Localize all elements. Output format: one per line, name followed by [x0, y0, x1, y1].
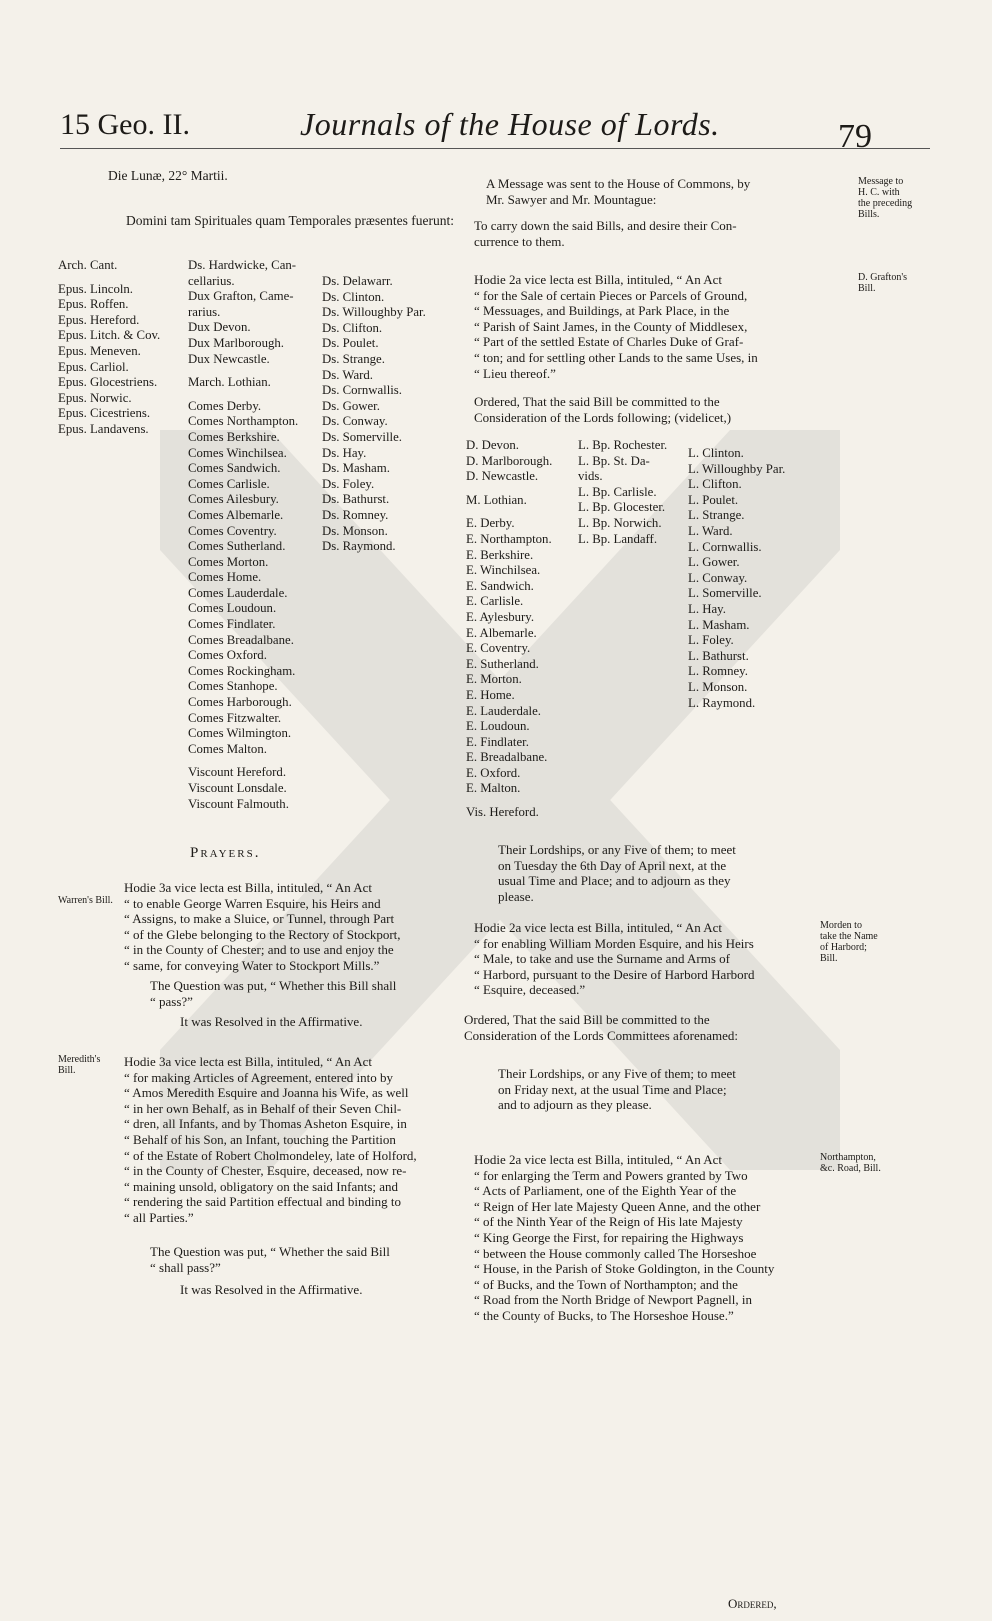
text-line: “ the County of Bucks, to The Horseshoe House.” — [474, 1307, 734, 1323]
attendee-entry: Ds. Delawarr. — [322, 274, 393, 288]
attendee-entry: Ds. Ward. — [322, 367, 373, 382]
text-line: “ Assigns, to make a Sluice, or Tunnel, through Part — [124, 911, 395, 927]
attendee-entry: Comes Oxford. — [188, 648, 267, 663]
attendee-entry: Epus. Litch. & Cov. — [58, 328, 161, 343]
committee-member: L. Bp. Landaff. — [578, 531, 658, 546]
committee-member: L. Bp. St. Da- — [578, 453, 650, 468]
committee-col-earls — [466, 438, 552, 821]
attendee-entry: Comes Wilmington. — [188, 726, 292, 741]
text-line: on Tuesday the 6th Day of April next, at the — [498, 857, 727, 873]
committee-member: L. Monson. — [688, 679, 748, 694]
committee-member: E. Lauderdale. — [466, 703, 541, 718]
attendee-entry: rarius. — [188, 304, 221, 319]
text-line: and to adjourn as they please. — [498, 1097, 652, 1113]
committee-member: L. Clifton. — [688, 477, 742, 492]
attendee-entry: Ds. Hardwicke, Can- — [188, 258, 297, 272]
attendee-entry: Comes Northampton. — [188, 414, 299, 429]
margin-line: Bill. — [58, 1065, 76, 1076]
bishops-list — [58, 258, 160, 438]
margin-line: H. C. with — [858, 187, 900, 198]
meet-friday — [498, 1066, 736, 1113]
committee-col-bishops — [578, 438, 667, 547]
committee-member: E. Morton. — [466, 672, 522, 687]
committee-member: E. Breadalbane. — [466, 750, 548, 765]
text-line: “ in the County of Chester, Esquire, deceased, now re- — [124, 1163, 407, 1179]
committee-member: E. Carlisle. — [466, 594, 524, 609]
text-line: The Question was put, “ Whether this Bill shall — [150, 978, 397, 993]
attendee-entry: Dux Marlborough. — [188, 335, 284, 350]
attendee-entry: Viscount Falmouth. — [188, 796, 289, 811]
text-line: “ Amos Meredith Esquire and Joanna his Wife, as well — [124, 1085, 409, 1101]
text-line: “ of the Estate of Robert Cholmondeley, late of Holford, — [124, 1147, 417, 1163]
margin-line: Message to — [858, 176, 904, 187]
committee-member: E. Berkshire. — [466, 547, 534, 562]
attendee-entry: Viscount Hereford. — [188, 765, 287, 780]
peers-list — [188, 258, 298, 812]
attendee-entry: Comes Malton. — [188, 741, 267, 756]
attendee-entry: Epus. Norwic. — [58, 390, 132, 405]
text-line: “ for the Sale of certain Pieces or Parcels of Ground, — [474, 287, 748, 303]
text-line: “ in the County of Chester; and to use and enjoy the — [124, 942, 394, 958]
attendee-entry: Comes Derby. — [188, 398, 262, 413]
attendee-entry: Comes Home. — [188, 570, 262, 585]
text-line: The Question was put, “ Whether the said Bill — [150, 1244, 390, 1259]
attendee-entry: Ds. Poulet. — [322, 336, 379, 351]
committee-member: L. Bp. Norwich. — [578, 515, 662, 530]
text-line: “ ton; and for settling other Lands to the same Uses, in — [474, 349, 758, 365]
prayers-heading: Prayers. — [190, 845, 261, 861]
attendee-entry: Comes Morton. — [188, 554, 269, 569]
committee-member: L. Romney. — [688, 664, 748, 679]
committee-member: E. Aylesbury. — [466, 609, 535, 624]
attendee-entry: Arch. Cant. — [58, 258, 118, 272]
text-line: please. — [498, 888, 534, 904]
resolved-warren: It was Resolved in the Affirmative. — [180, 1014, 363, 1029]
committee-member: L. Bathurst. — [688, 648, 749, 663]
margin-line: Meredith's — [58, 1054, 101, 1065]
committee-member: E. Coventry. — [466, 641, 531, 656]
committee-member: E. Loudoun. — [466, 719, 530, 734]
text-line: “ maining unsold, obligatory on the said Infants; and — [124, 1178, 399, 1194]
text-line: “ for enabling William Morden Esquire, and his Heirs — [474, 935, 754, 951]
committee-member: D. Devon. — [466, 438, 519, 452]
attendee-entry: Ds. Willoughby Par. — [322, 305, 426, 320]
attendee-entry: Comes Berkshire. — [188, 429, 280, 444]
margin-line: Northampton, — [820, 1152, 876, 1163]
attendee-entry — [188, 391, 298, 399]
attendee-entry: Ds. Somerville. — [322, 429, 402, 444]
margin-line: Bill. — [820, 953, 838, 964]
attendee-entry: Comes Sutherland. — [188, 539, 286, 554]
question-warren — [150, 978, 396, 1009]
text-line: Hodie 3a vice lecta est Billa, intituled, “ An Act — [124, 880, 373, 895]
message-text — [486, 176, 750, 207]
attendee-entry: Viscount Lonsdale. — [188, 781, 287, 795]
present-line: Domini tam Spirituales quam Temporales præsentes fuerunt: — [126, 213, 454, 228]
text-line: “ Messuages, and Buildings, at Park Place, in the — [474, 303, 730, 319]
attendee-entry: Comes Rockingham. — [188, 663, 296, 678]
ordered-committee — [474, 394, 731, 425]
attendee-entry — [188, 757, 298, 765]
attendee-entry: Dux Devon. — [188, 320, 251, 335]
attendee-entry: Epus. Meneven. — [58, 343, 141, 358]
text-line: “ between the House commonly called The Horseshoe — [474, 1245, 757, 1261]
text-line: To carry down the said Bills, and desire their Con- — [474, 218, 737, 233]
meredith-bill-text — [124, 1054, 454, 1226]
committee-member: L. Masham. — [688, 617, 750, 632]
committee-member: L. Ward. — [688, 523, 733, 538]
text-line: Consideration of the Lords following; (videlicet,) — [474, 409, 732, 425]
committee-member — [466, 508, 552, 516]
attendee-entry: Epus. Hereford. — [58, 312, 140, 327]
text-line: Their Lordships, or any Five of them; to meet — [498, 842, 736, 857]
text-line: “ Harbord, pursuant to the Desire of Harbord Harbord — [474, 966, 755, 982]
attendee-entry: cellarius. — [188, 273, 235, 288]
committee-member: Vis. Hereford. — [466, 805, 539, 820]
warren-bill-text — [124, 880, 454, 974]
attendee-entry — [188, 367, 298, 375]
text-line: “ King George the First, for repairing the Highways — [474, 1229, 744, 1245]
attendee-entry: Comes Ailesbury. — [188, 492, 279, 507]
attendee-entry: Epus. Carliol. — [58, 359, 129, 374]
attendee-entry: Comes Harborough. — [188, 695, 292, 710]
question-meredith — [150, 1244, 390, 1275]
committee-member: L. Clinton. — [688, 446, 744, 460]
attendee-entry: Ds. Clifton. — [322, 320, 383, 335]
committee-member: E. Sandwich. — [466, 578, 534, 593]
committee-member: L. Cornwallis. — [688, 539, 762, 554]
attendee-entry: Ds. Bathurst. — [322, 492, 390, 507]
committee-col-lords — [688, 446, 785, 711]
day-heading — [108, 168, 228, 184]
text-line: “ Behalf of his Son, an Infant, touching the Partition — [124, 1131, 396, 1147]
committee-member: L. Hay. — [688, 601, 726, 616]
text-line: “ dren, all Infants, and by Thomas Asheton Esquire, in — [124, 1116, 407, 1132]
committee-member: L. Bp. Rochester. — [578, 438, 668, 452]
text-line: “ Acts of Parliament, one of the Eighth Year of the — [474, 1183, 737, 1199]
attendee-entry: Ds. Foley. — [322, 476, 375, 491]
text-line: “ of the Ninth Year of the Reign of His late Majesty — [474, 1214, 743, 1230]
committee-member: E. Oxford. — [466, 765, 521, 780]
attendee-entry: Comes Coventry. — [188, 523, 277, 538]
attendee-entry: Ds. Monson. — [322, 523, 388, 538]
attendee-entry: Epus. Landavens. — [58, 421, 149, 436]
attendee-entry: Ds. Hay. — [322, 445, 367, 460]
text-line: “ rendering the said Partition effectual and binding to — [124, 1194, 402, 1210]
attendee-entry: March. Lothian. — [188, 375, 271, 390]
text-line: Hodie 3a vice lecta est Billa, intituled, “ An Act — [124, 1054, 373, 1069]
text-line: “ shall pass?” — [150, 1259, 221, 1275]
grafton-bill-text — [474, 272, 758, 381]
committee-member: M. Lothian. — [466, 492, 527, 507]
text-line: “ for making Articles of Agreement, entered into by — [124, 1069, 393, 1085]
margin-line: D. Grafton's — [858, 272, 908, 283]
barons-list — [322, 274, 426, 555]
morden-bill-text — [474, 920, 755, 998]
attendee-entry: Epus. Roffen. — [58, 297, 129, 312]
margin-line: Morden to — [820, 920, 862, 931]
committee-member: E. Albemarle. — [466, 625, 537, 640]
committee-member: L. Poulet. — [688, 492, 739, 507]
committee-member: L. Gower. — [688, 555, 740, 570]
ordered-committee-2 — [464, 1012, 738, 1043]
resolved-meredith: It was Resolved in the Affirmative. — [180, 1282, 363, 1297]
attendee-entry: Ds. Strange. — [322, 351, 385, 366]
regnal-year: 15 Geo. II. — [60, 108, 190, 141]
journal-title: Journals of the House of Lords. — [300, 106, 720, 142]
text-line: “ of Bucks, and the Town of Northampton; and the — [474, 1276, 738, 1292]
margin-meredith — [58, 1054, 100, 1076]
text-line: “ for enlarging the Term and Powers granted by Two — [474, 1167, 748, 1183]
text-line: Hodie 2a vice lecta est Billa, intituled, “ An Act — [474, 272, 723, 287]
text-line: Mr. Sawyer and Mr. Mountague: — [486, 191, 657, 207]
attendee-entry: Comes Lauderdale. — [188, 585, 288, 600]
attendee-entry: Epus. Cicestriens. — [58, 406, 151, 421]
attendee-entry: Comes Winchilsea. — [188, 445, 287, 460]
text-line: currence to them. — [474, 233, 565, 249]
text-line: “ pass?” — [150, 993, 193, 1009]
text-line: Hodie 2a vice lecta est Billa, intituled, “ An Act — [474, 1152, 723, 1167]
text-line: Their Lordships, or any Five of them; to meet — [498, 1066, 736, 1081]
margin-morden — [820, 920, 878, 964]
text-line: Hodie 2a vice lecta est Billa, intituled, “ An Act — [474, 920, 723, 935]
attendee-entry: Epus. Glocestriens. — [58, 375, 158, 390]
margin-northampton — [820, 1152, 881, 1174]
committee-member: E. Northampton. — [466, 531, 552, 546]
text-line: Consideration of the Lords Committees aforenamed: — [464, 1027, 739, 1043]
committee-member: L. Raymond. — [688, 695, 756, 710]
margin-line: Bills. — [858, 209, 880, 220]
text-line: “ Parish of Saint James, in the County of Middlesex, — [474, 318, 748, 334]
margin-line: of Harbord; — [820, 942, 867, 953]
day-date: Die Lunæ, 22° Martii. — [108, 168, 228, 183]
committee-member: D. Newcastle. — [466, 469, 539, 484]
attendee-entry: Ds. Clinton. — [322, 289, 385, 304]
attendee-entry: Ds. Raymond. — [322, 539, 396, 554]
margin-line: take the Name — [820, 931, 878, 942]
attendee-entry: Dux Grafton, Came- — [188, 289, 294, 304]
text-line: Ordered, That the said Bill be committed to the — [464, 1012, 710, 1027]
northampton-bill-text — [474, 1152, 774, 1324]
text-line: “ Part of the settled Estate of Charles Duke of Graf- — [474, 334, 744, 350]
committee-member: E. Malton. — [466, 781, 521, 796]
text-line: “ in her own Behalf, as in Behalf of their Seven Chil- — [124, 1100, 402, 1116]
catchword: Ordered, — [728, 1596, 777, 1611]
attendee-entry: Ds. Masham. — [322, 461, 390, 476]
text-line: “ all Parties.” — [124, 1209, 194, 1225]
text-line: on Friday next, at the usual Time and Place; — [498, 1081, 727, 1097]
header-rule — [60, 148, 930, 149]
text-line: “ to enable George Warren Esquire, his Heirs and — [124, 895, 381, 911]
committee-member: E. Winchilsea. — [466, 563, 541, 578]
committee-member: L. Strange. — [688, 508, 745, 523]
committee-member: D. Marlborough. — [466, 453, 553, 468]
committee-member: E. Findlater. — [466, 734, 529, 749]
committee-member: L. Bp. Carlisle. — [578, 484, 657, 499]
text-line: “ Road from the North Bridge of Newport Pagnell, in — [474, 1292, 752, 1308]
attendee-entry: Comes Albemarle. — [188, 507, 284, 522]
text-line: “ Esquire, deceased.” — [474, 982, 586, 998]
text-line: “ same, for conveying Water to Stockport Mills.” — [124, 957, 380, 973]
margin-line: Bill. — [858, 283, 876, 294]
margin-message — [858, 176, 912, 220]
committee-member — [466, 797, 552, 805]
text-line: Ordered, That the said Bill be committed to the — [474, 394, 720, 409]
text-line: “ Lieu thereof.” — [474, 365, 556, 381]
attendee-entry: Comes Fitzwalter. — [188, 710, 282, 725]
attendee-entry: Comes Breadalbane. — [188, 632, 294, 647]
text-line: A Message was sent to the House of Commons, by — [486, 176, 751, 191]
attendee-entry: Ds. Conway. — [322, 414, 388, 429]
attendee-entry: Comes Stanhope. — [188, 679, 278, 694]
margin-warren: Warren's Bill. — [58, 895, 113, 906]
margin-line: the preceding — [858, 198, 913, 209]
committee-member: L. Somerville. — [688, 586, 762, 601]
committee-member — [466, 485, 552, 493]
attendee-entry: Ds. Gower. — [322, 398, 380, 413]
attendee-entry: Comes Carlisle. — [188, 476, 270, 491]
attendee-entry: Comes Loudoun. — [188, 601, 277, 616]
committee-member: E. Derby. — [466, 516, 515, 531]
text-line: usual Time and Place; and to adjourn as they — [498, 873, 731, 889]
committee-member: L. Bp. Glocester. — [578, 500, 666, 515]
attendee-entry: Comes Findlater. — [188, 617, 276, 632]
meet-tuesday — [498, 842, 736, 904]
committee-member: L. Foley. — [688, 633, 734, 648]
attendee-entry: Comes Sandwich. — [188, 461, 281, 476]
attendee-entry: Dux Newcastle. — [188, 351, 270, 366]
page-number: 79 — [838, 118, 872, 155]
attendee-entry: Epus. Lincoln. — [58, 281, 133, 296]
committee-member: L. Willoughby Par. — [688, 461, 786, 476]
margin-grafton — [858, 272, 907, 294]
committee-member: E. Home. — [466, 687, 515, 702]
attendee-entry — [58, 274, 160, 282]
carry-text — [474, 218, 737, 249]
committee-member: L. Conway. — [688, 570, 748, 585]
text-line: “ Male, to take and use the Surname and Arms of — [474, 951, 730, 967]
margin-line: &c. Road, Bill. — [820, 1163, 881, 1174]
text-line: “ of the Glebe belonging to the Rectory of Stockport, — [124, 926, 401, 942]
text-line: “ House, in the Parish of Stoke Goldington, in the County — [474, 1261, 775, 1277]
attendee-entry: Ds. Romney. — [322, 507, 389, 522]
text-line: “ Reign of Her late Majesty Queen Anne, and the other — [474, 1198, 761, 1214]
attendee-entry: Ds. Cornwallis. — [322, 383, 402, 398]
committee-member: vids. — [578, 469, 603, 484]
committee-member: E. Sutherland. — [466, 656, 539, 671]
